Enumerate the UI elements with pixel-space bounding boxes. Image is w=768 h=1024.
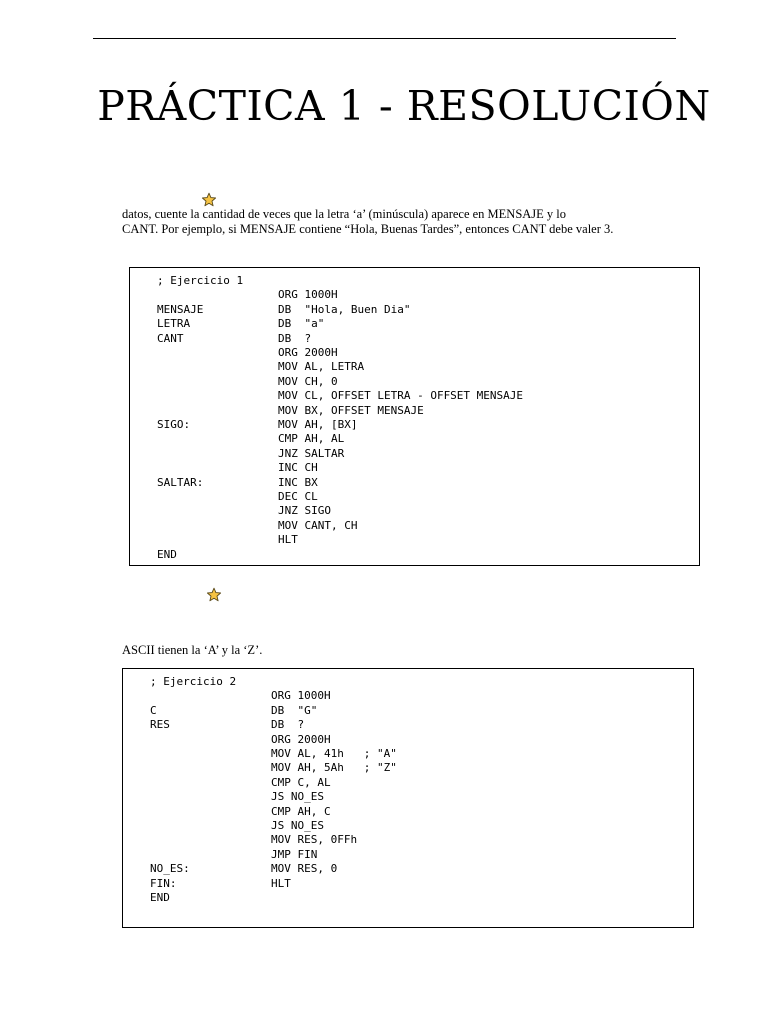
code-line — [157, 389, 677, 403]
code-instruction: MOV CL, OFFSET LETRA - OFFSET MENSAJE — [278, 389, 524, 403]
code-line — [157, 404, 677, 418]
code-instruction: INC CH — [278, 461, 318, 475]
code-line — [150, 877, 670, 891]
code-line — [157, 360, 677, 374]
code-block-exercise-1 — [129, 267, 700, 566]
code-line — [157, 533, 677, 547]
code-line — [157, 375, 677, 389]
code-instruction: DB "Hola, Buen Dia" — [278, 302, 411, 316]
code-instruction: MOV BX, OFFSET MENSAJE — [278, 403, 424, 417]
code-instruction: MOV RES, 0 — [271, 862, 338, 876]
code-line — [157, 447, 677, 461]
code-line — [157, 461, 677, 475]
code-line — [150, 790, 670, 804]
code-line — [157, 519, 677, 533]
code-instruction: MOV CANT, CH — [278, 518, 358, 532]
code-instruction: DB "a" — [278, 317, 325, 331]
code-line — [157, 476, 677, 490]
code-instruction: DB ? — [271, 718, 305, 732]
code-instruction: HLT — [271, 876, 291, 890]
code-instruction: HLT — [278, 533, 298, 547]
code-line — [157, 504, 677, 518]
code-instruction: DB ? — [278, 331, 312, 345]
code-instruction: MOV CH, 0 — [278, 374, 338, 388]
code-line — [150, 733, 670, 747]
code-label: SIGO: — [157, 418, 191, 431]
code-label: C — [150, 703, 157, 717]
code-line — [157, 432, 677, 446]
code-label: ; Ejercicio 1 — [157, 274, 244, 287]
code-instruction: JNZ SIGO — [278, 504, 331, 518]
code-instruction: MOV RES, 0FFh — [271, 833, 358, 847]
code-line — [150, 761, 670, 775]
exercise1-description — [122, 207, 613, 237]
code-instruction: ORG 2000H — [271, 732, 331, 746]
code-instruction: ORG 2000H — [278, 346, 338, 359]
exercise2-description — [122, 643, 262, 658]
code-label: END — [157, 547, 177, 561]
code-line — [150, 891, 670, 905]
code-instruction: MOV AL, LETRA — [278, 360, 365, 374]
star-icon — [206, 587, 222, 603]
code-line — [150, 862, 670, 876]
code-line — [150, 689, 670, 703]
code-instruction: INC BX — [278, 475, 318, 489]
code-instruction: ORG 1000H — [271, 689, 331, 703]
code-line — [150, 747, 670, 761]
code-label: CANT — [157, 331, 184, 345]
code-line — [157, 288, 677, 302]
description-line: CANT. Por ejemplo, si MENSAJE contiene “Hola, Buenas Tardes”, entonces CANT debe valer 3. — [122, 222, 614, 236]
code-instruction: MOV AH, [BX] — [278, 418, 358, 431]
code-instruction: CMP AH, C — [271, 804, 331, 818]
code-line — [150, 704, 670, 718]
code-line — [157, 346, 677, 360]
code-block-exercise-2 — [122, 668, 694, 928]
code-instruction: MOV AH, 5Ah ; "Z" — [271, 761, 397, 775]
code-line — [150, 776, 670, 790]
code-line — [157, 274, 677, 288]
code-line — [157, 303, 677, 317]
code-instruction: JS NO_ES — [271, 819, 324, 832]
page-title: PRÁCTICA 1 - RESOLUCIÓN — [97, 82, 711, 130]
star-icon — [201, 192, 217, 208]
code-instruction: ORG 1000H — [278, 288, 338, 302]
code-instruction: JNZ SALTAR — [278, 446, 345, 460]
code-label: END — [150, 891, 170, 904]
code-line — [157, 418, 677, 432]
code-line — [150, 848, 670, 862]
code-label: NO_ES: — [150, 862, 190, 876]
code-label: FIN: — [150, 876, 177, 890]
code-instruction: DEC CL — [278, 490, 318, 503]
description-line: ASCII tienen la ‘A’ y la ‘Z’. — [122, 643, 263, 657]
code-label: MENSAJE — [157, 302, 204, 316]
code-label: LETRA — [157, 317, 191, 331]
code-instruction: DB "G" — [271, 703, 318, 717]
description-line: datos, cuente la cantidad de veces que la letra ‘a’ (minúscula) aparece en MENSAJE y lo — [122, 207, 567, 221]
code-instruction: MOV AL, 41h ; "A" — [271, 747, 397, 760]
code-instruction: JMP FIN — [271, 847, 318, 861]
code-line — [150, 819, 670, 833]
code-instruction: CMP AH, AL — [278, 432, 345, 446]
code-line — [150, 805, 670, 819]
code-line — [157, 490, 677, 504]
header-rule — [93, 38, 676, 39]
code-instruction: CMP C, AL — [271, 775, 331, 789]
code-line — [150, 833, 670, 847]
code-line — [157, 548, 677, 562]
code-label: ; Ejercicio 2 — [150, 675, 237, 688]
code-line — [157, 332, 677, 346]
code-line — [150, 675, 670, 689]
code-line — [150, 718, 670, 732]
code-label: RES — [150, 718, 170, 732]
code-instruction: JS NO_ES — [271, 790, 324, 804]
code-label: SALTAR: — [157, 475, 204, 489]
code-line — [157, 317, 677, 331]
